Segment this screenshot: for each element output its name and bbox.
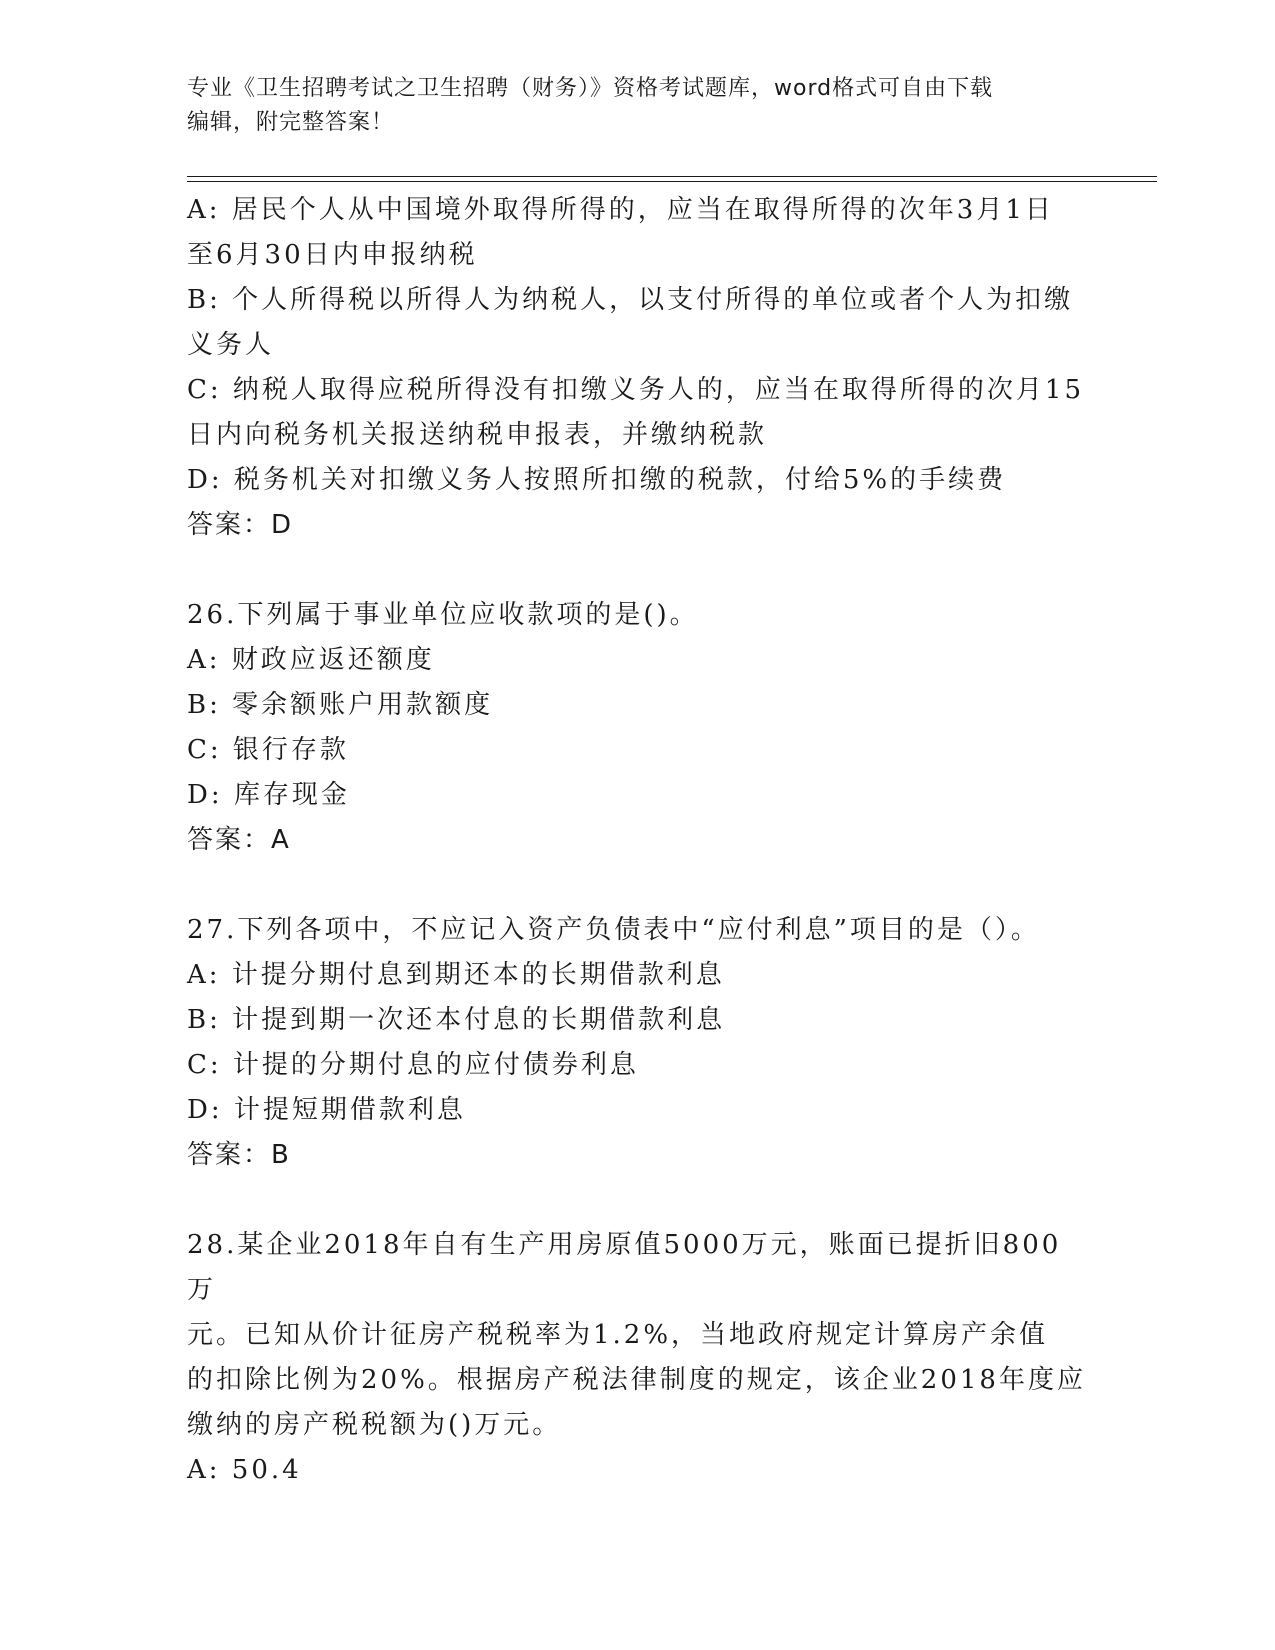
document-header	[187, 72, 1087, 140]
option-b: B: 零余额账户用款额度	[187, 690, 494, 720]
option-d: D: 计提短期借款利息	[187, 1095, 466, 1125]
header-line-2: 编辑，附完整答案！	[187, 110, 395, 135]
question-stem-line-3: 的扣除比例为20%。根据房产税法律制度的规定，该企业2018年度应	[187, 1365, 1086, 1395]
spacer	[187, 1178, 1087, 1223]
previous-question	[187, 188, 1087, 548]
answer: 答案：A	[187, 825, 291, 855]
question-stem-line-2: 元。已知从价计征房产税税率为1.2%，当地政府规定计算房产余值	[187, 1320, 1049, 1350]
answer: 答案：D	[187, 510, 294, 540]
option-c-line-2: 日内向税务机关报送纳税申报表，并缴纳税款	[187, 420, 768, 450]
header-divider-bottom	[187, 181, 1157, 182]
option-b-line-2: 义务人	[187, 330, 275, 360]
question-stem-line-4: 缴纳的房产税税额为()万元。	[187, 1410, 562, 1440]
question-stem: 26.下列属于事业单位应收款项的是()。	[187, 600, 699, 630]
question-stem: 27.下列各项中，不应记入资产负债表中“应付利息”项目的是（）。	[187, 915, 1040, 945]
header-line-1: 专业《卫生招聘考试之卫生招聘（财务）》资格考试题库，word格式可自由下载	[187, 76, 994, 101]
header-divider-top	[187, 176, 1157, 177]
option-a: A: 财政应返还额度	[187, 645, 435, 675]
option-c-line-1: C: 纳税人取得应税所得没有扣缴义务人的，应当在取得所得的次月15	[187, 375, 1085, 405]
option-a-line-1: A: 居民个人从中国境外取得所得的，应当在取得所得的次年3月1日	[187, 195, 1054, 225]
option-c: C: 计提的分期付息的应付债券利息	[187, 1050, 639, 1080]
option-b-line-1: B: 个人所得税以所得人为纳税人，以支付所得的单位或者个人为扣缴	[187, 285, 1074, 315]
option-a: A: 50.4	[187, 1455, 302, 1485]
question-26	[187, 593, 1087, 863]
option-d: D: 税务机关对扣缴义务人按照所扣缴的税款，付给5%的手续费	[187, 465, 1007, 495]
option-b: B: 计提到期一次还本付息的长期借款利息	[187, 1005, 726, 1035]
option-a: A: 计提分期付息到期还本的长期借款利息	[187, 960, 725, 990]
question-27	[187, 908, 1087, 1178]
answer: 答案：B	[187, 1140, 291, 1170]
option-a-line-2: 至6月30日内申报纳税	[187, 240, 478, 270]
option-d: D: 库存现金	[187, 780, 350, 810]
question-28	[187, 1223, 1087, 1493]
question-stem-line-1: 28.某企业2018年自有生产用房原值5000万元，账面已提折旧800万	[187, 1230, 1062, 1305]
option-c: C: 银行存款	[187, 735, 349, 765]
spacer	[187, 863, 1087, 908]
spacer	[187, 548, 1087, 593]
document-body	[187, 188, 1087, 1493]
